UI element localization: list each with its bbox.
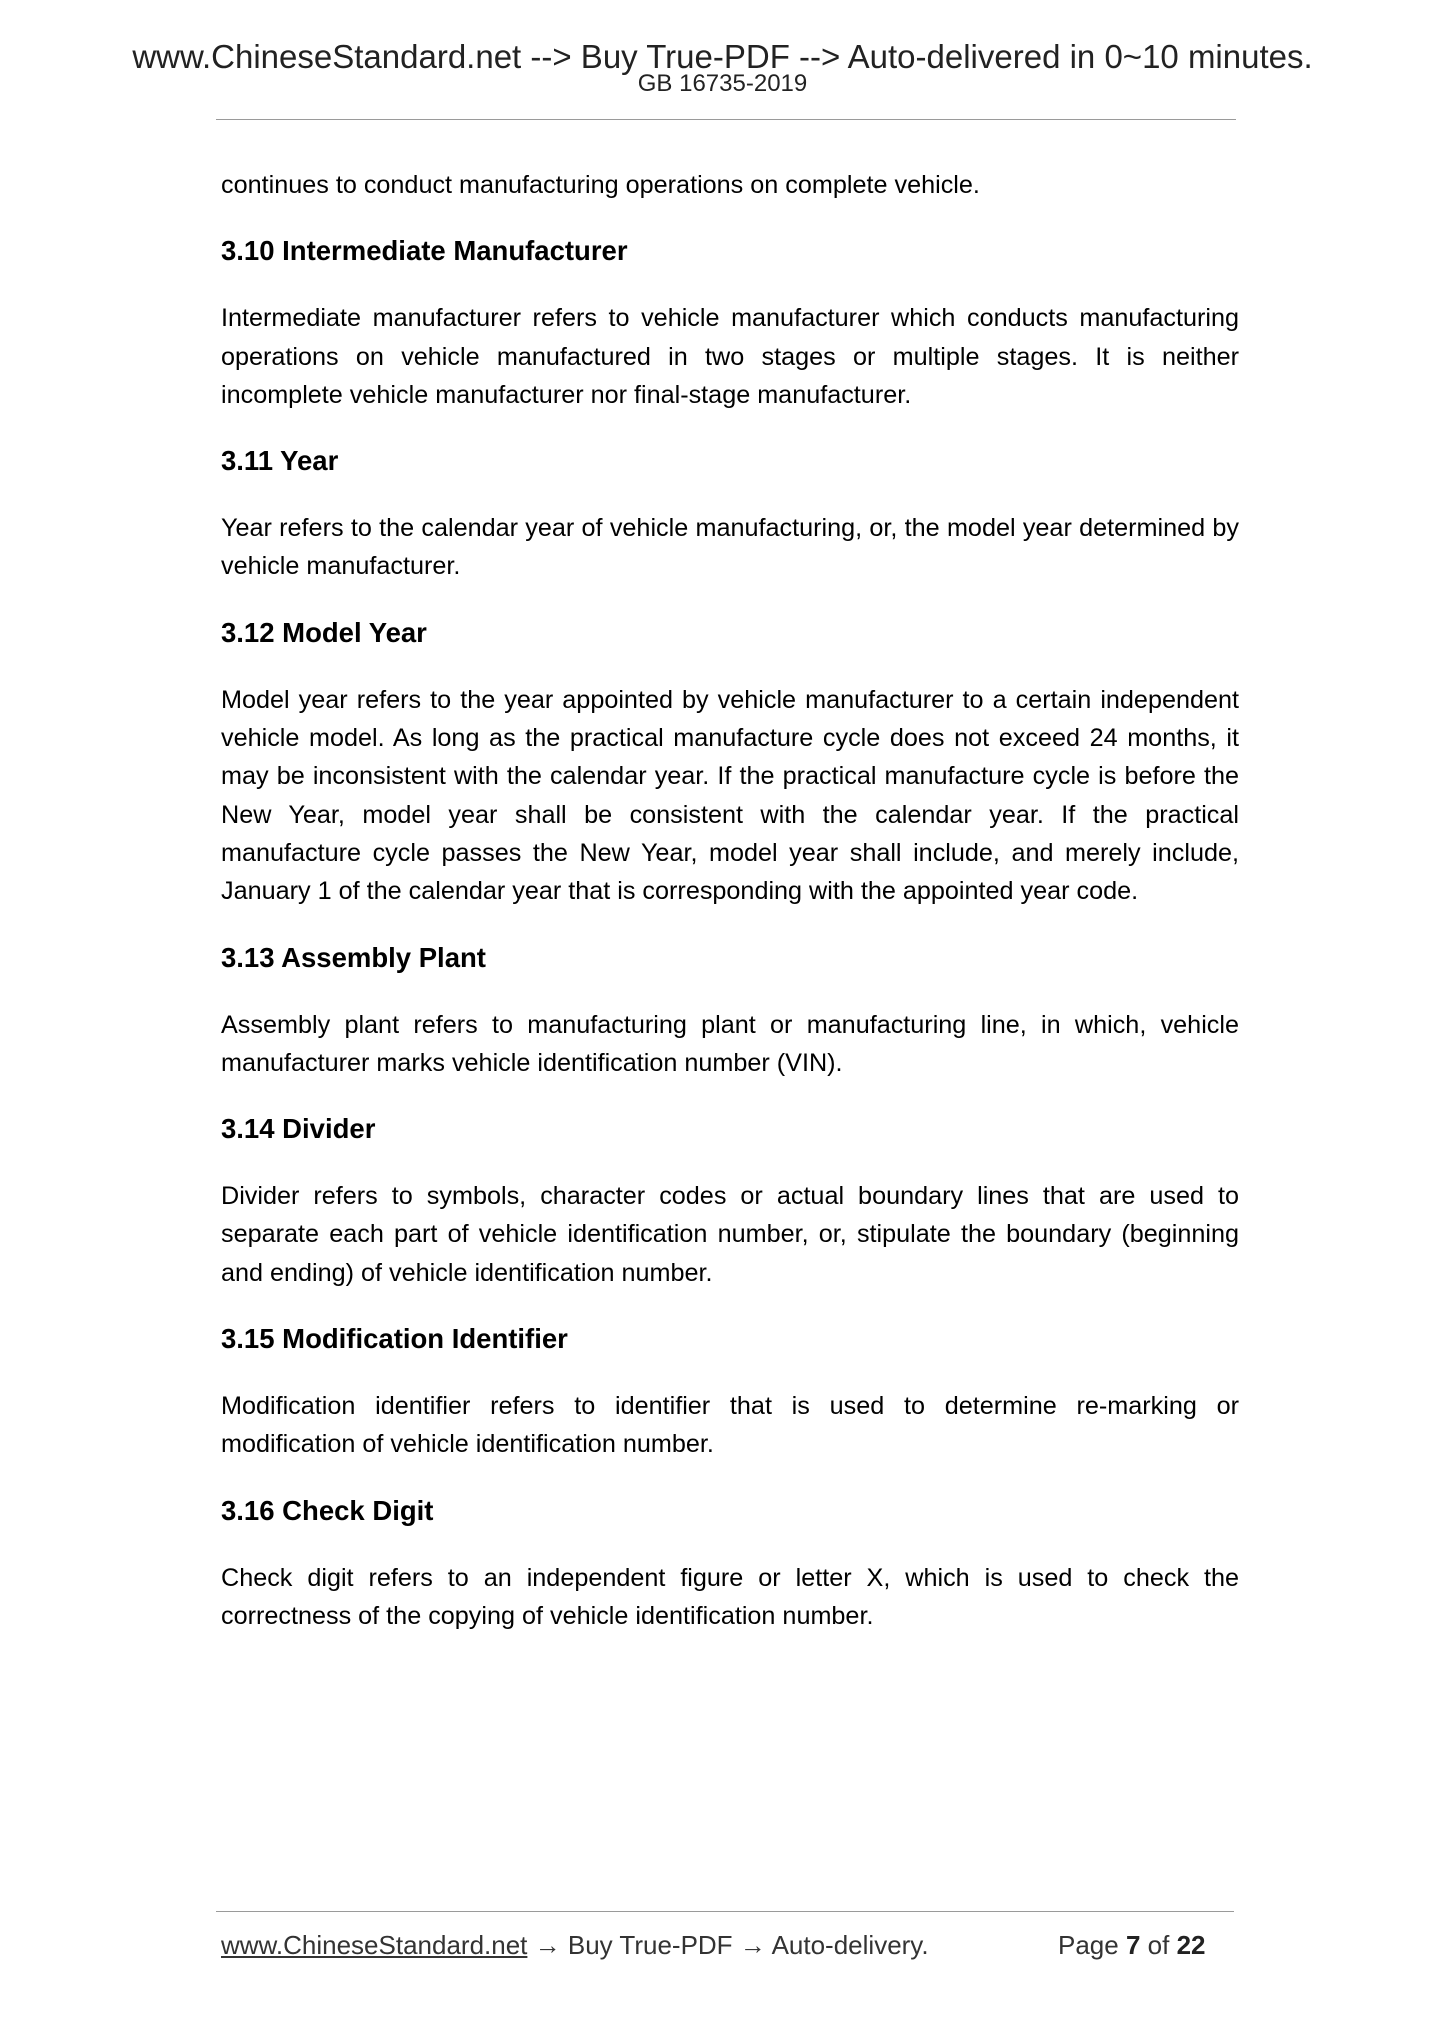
standard-code: GB 16735-2019 [637, 70, 808, 97]
section-text-3-11: Year refers to the calendar year of vehicle manufacturing, or, the model year determined by vehicle manufacturer. [221, 514, 1239, 581]
section-text-3-15: Modification identifier refers to identifier that is used to determine re-marking or modification of vehicle identification number. [221, 1392, 1239, 1459]
section-text-3-13: Assembly plant refers to manufacturing plant or manufacturing line, in which, vehicle manufacturer marks vehicle identification number (VIN). [221, 1010, 1239, 1077]
section-heading-3-11: 3.11 Year [221, 445, 339, 477]
intro-paragraph: continues to conduct manufacturing operations on complete vehicle. [221, 171, 980, 199]
footer-site-link[interactable]: www.ChineseStandard.net [221, 1930, 528, 1960]
section-heading-3-16: 3.16 Check Digit [221, 1494, 434, 1526]
of-label: of [1147, 1930, 1170, 1960]
section-heading-3-10: 3.10 Intermediate Manufacturer [221, 235, 628, 267]
page-label: Page [1058, 1930, 1119, 1960]
footer-divider [216, 1911, 1234, 1912]
document-body [221, 166, 1239, 1635]
footer-tagline-text: → Buy True-PDF → Auto-delivery. [527, 1930, 929, 1960]
total-pages: 22 [1176, 1930, 1206, 1960]
page-indicator [1058, 1930, 1206, 1961]
section-text-3-12: Model year refers to the year appointed by vehicle manufacturer to a certain independent vehicle model. As long as the practical manufacture cycle does not exceed 24 months, it may be inconsistent with the calendar year. If the practical manufacture cycle is before the New Year, model year shall be consistent with the calendar year. If the practical manufacture cycle passes the New Year, model year shall include, and merely include, January 1 of the calendar year that is corresponding with the appointed year code. [221, 685, 1239, 906]
section-heading-3-13: 3.13 Assembly Plant [221, 941, 486, 973]
section-text-3-16: Check digit refers to an independent figure or letter X, which is used to check the correctness of the copying of vehicle identification number. [221, 1563, 1239, 1630]
section-text-3-10: Intermediate manufacturer refers to vehicle manufacturer which conducts manufacturing operations on vehicle manufactured in two stages or multiple stages. It is neither incomplete vehicle manufacturer nor final-stage manufacturer. [221, 304, 1239, 409]
section-heading-3-12: 3.12 Model Year [221, 616, 427, 648]
section-text-3-14: Divider refers to symbols, character codes or actual boundary lines that are used to separate each part of vehicle identification number, or, stipulate the boundary (beginning and ending) of vehicle identification number. [221, 1182, 1239, 1287]
section-heading-3-14: 3.14 Divider [221, 1113, 376, 1145]
footer-tagline [221, 1930, 929, 1961]
section-heading-3-15: 3.15 Modification Identifier [221, 1323, 568, 1355]
page-number: 7 [1125, 1930, 1141, 1960]
header-divider [216, 119, 1236, 120]
site-banner: www.ChineseStandard.net --> Buy True-PDF --> Auto-delivered in 0~10 minutes. [132, 38, 1313, 75]
